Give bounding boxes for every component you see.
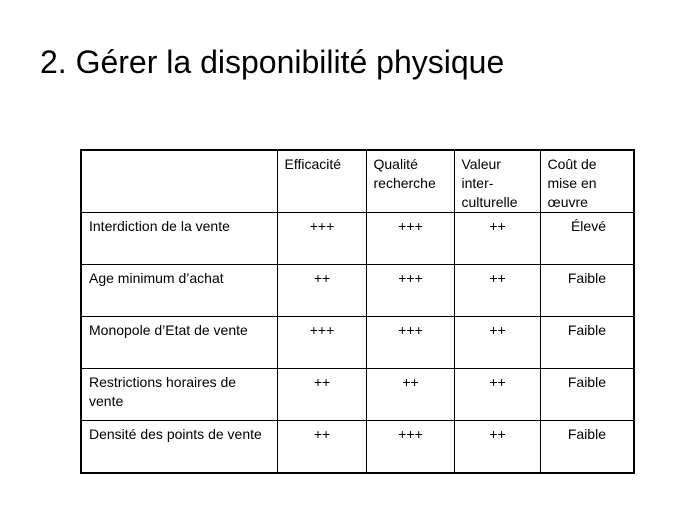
table-cell: +++: [277, 317, 366, 369]
row-label: Restrictions horaires de vente: [81, 369, 277, 421]
corner-cell: [81, 150, 277, 213]
table-cell: ++: [454, 317, 540, 369]
comparison-table: [80, 149, 633, 474]
table-row: [81, 369, 634, 421]
table-row: [81, 213, 634, 265]
table-cell: ++: [366, 369, 454, 421]
table-cell: +++: [366, 317, 454, 369]
table-cell: +++: [366, 213, 454, 265]
table-cell: +++: [277, 213, 366, 265]
table-cell: Faible: [540, 421, 634, 473]
column-header-valeur-interculturelle: Valeur inter-culturelle: [454, 150, 540, 213]
table-row: [81, 265, 634, 317]
table-cell: ++: [277, 265, 366, 317]
column-header-efficacite: Efficacité: [277, 150, 366, 213]
table-cell: ++: [277, 369, 366, 421]
row-label: Monopole d’Etat de vente: [81, 317, 277, 369]
table-cell: Faible: [540, 265, 634, 317]
column-header-cout-mise-en-oeuvre: Coût de mise en œuvre: [540, 150, 634, 213]
table-cell: ++: [454, 369, 540, 421]
table-row: [81, 421, 634, 473]
table-cell: +++: [366, 265, 454, 317]
table-cell: Élevé: [540, 213, 634, 265]
row-label: Interdiction de la vente: [81, 213, 277, 265]
table-cell: ++: [454, 265, 540, 317]
table-cell: Faible: [540, 369, 634, 421]
table-cell: Faible: [540, 317, 634, 369]
table-cell: ++: [454, 421, 540, 473]
table-cell: ++: [454, 213, 540, 265]
row-label: Densité des points de vente: [81, 421, 277, 473]
row-label: Age minimum d’achat: [81, 265, 277, 317]
table-header-row: [81, 150, 634, 213]
table-row: [81, 317, 634, 369]
table-cell: +++: [366, 421, 454, 473]
slide-title: 2. Gérer la disponibilité physique: [40, 44, 505, 80]
table-cell: ++: [277, 421, 366, 473]
column-header-qualite-recherche: Qualité recherche: [366, 150, 454, 213]
comparison-grid: [80, 149, 635, 474]
